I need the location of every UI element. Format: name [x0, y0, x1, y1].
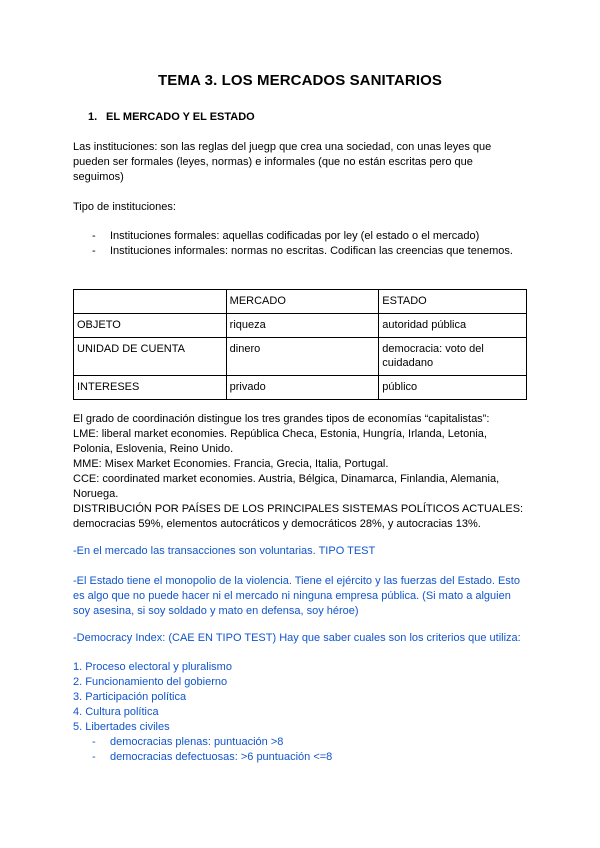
- text-line: Noruega.: [73, 488, 119, 500]
- note-democracy-index: -Democracy Index: (CAE EN TIPO TEST) Hay que saber cuales son los criterios que utiliza:: [73, 632, 521, 644]
- section-label: EL MERCADO Y EL ESTADO: [106, 111, 255, 123]
- coordination-paragraph: [73, 412, 543, 532]
- intro-line: Las instituciones: son las reglas del juegp que crea una sociedad, con unas leyes que: [73, 141, 492, 153]
- tipo-heading: Tipo de instituciones:: [73, 201, 176, 213]
- list-item: 1. Proceso electoral y pluralismo: [73, 661, 232, 673]
- table-cell: dinero: [226, 338, 379, 376]
- table-cell: autoridad pública: [379, 314, 527, 338]
- table-cell: público: [379, 376, 527, 400]
- criteria-list: [73, 660, 232, 735]
- bullet-text: democracias plenas: puntuación >8: [110, 736, 284, 748]
- note-state: [73, 574, 543, 619]
- table-cell: UNIDAD DE CUENTA: [74, 338, 227, 376]
- note-market: -En el mercado las transacciones son voluntarias. TIPO TEST: [73, 545, 376, 557]
- text-line: CCE: coordinated market economies. Austria, Bélgica, Dinamarca, Finlandia, Alemania,: [73, 473, 500, 485]
- bullet-text: Instituciones informales: normas no escritas. Codifican las creencias que tenemos.: [110, 245, 513, 257]
- institutions-table: [73, 289, 527, 400]
- bullet-dash: -: [92, 230, 96, 242]
- table-cell: ESTADO: [379, 290, 527, 314]
- table-row: [74, 376, 527, 400]
- text-line: LME: liberal market economies. República Checa, Estonia, Hungría, Irlanda, Letonia,: [73, 428, 487, 440]
- bullet-dash: -: [92, 736, 96, 748]
- text-line: -El Estado tiene el monopolio de la violencia. Tiene el ejército y las fuerzas del Estado. Esto: [73, 575, 520, 587]
- table-cell: democracia: voto del cuidadano: [379, 338, 527, 376]
- bullet-text: Instituciones formales: aquellas codificadas por ley (el estado o el mercado): [110, 230, 480, 242]
- table-cell: OBJETO: [74, 314, 227, 338]
- table-cell: [74, 290, 227, 314]
- section-number: 1.: [88, 111, 98, 123]
- bullet-dash: -: [92, 751, 96, 763]
- table-cell: INTERESES: [74, 376, 227, 400]
- text-line: democracias 59%, elementos autocráticos y democráticos 28%, y autocracias 13%.: [73, 518, 481, 530]
- bullet-text: democracias defectuosas: >6 puntuación <=8: [110, 751, 333, 763]
- table-row: [74, 314, 527, 338]
- table-cell: MERCADO: [226, 290, 379, 314]
- list-item: 5. Libertades civiles: [73, 721, 170, 733]
- list-item: 3. Participación política: [73, 691, 187, 703]
- table-cell: riqueza: [226, 314, 379, 338]
- bullet-dash: -: [92, 245, 96, 257]
- intro-line: pueden ser formales (leyes, normas) e informales (que no están escritas pero que: [73, 156, 473, 168]
- text-line: DISTRIBUCIÓN POR PAÍSES DE LOS PRINCIPALES SISTEMAS POLÍTICOS ACTUALES:: [73, 503, 524, 515]
- text-line: Polonia, Eslovenia, Reino Unido.: [73, 443, 234, 455]
- table-header-row: [74, 290, 527, 314]
- list-item: 4. Cultura política: [73, 706, 159, 718]
- text-line: El grado de coordinación distingue los tres grandes tipos de economías “capitalistas”:: [73, 413, 490, 425]
- table-cell: privado: [226, 376, 379, 400]
- list-item: 2. Funcionamiento del gobierno: [73, 676, 228, 688]
- text-line: soy asesina, si soy soldado y mato en defensa, soy héroe): [73, 605, 359, 617]
- text-line: es algo que no puede hacer ni el mercado ni ninguna empresa pública. (Si mato a alguien: [73, 590, 511, 602]
- table-row: [74, 338, 527, 376]
- intro-line: seguimos): [73, 171, 124, 183]
- text-line: MME: Misex Market Economies. Francia, Grecia, Italia, Portugal.: [73, 458, 389, 470]
- intro-paragraph: [73, 140, 533, 185]
- page-title: TEMA 3. LOS MERCADOS SANITARIOS: [158, 72, 442, 89]
